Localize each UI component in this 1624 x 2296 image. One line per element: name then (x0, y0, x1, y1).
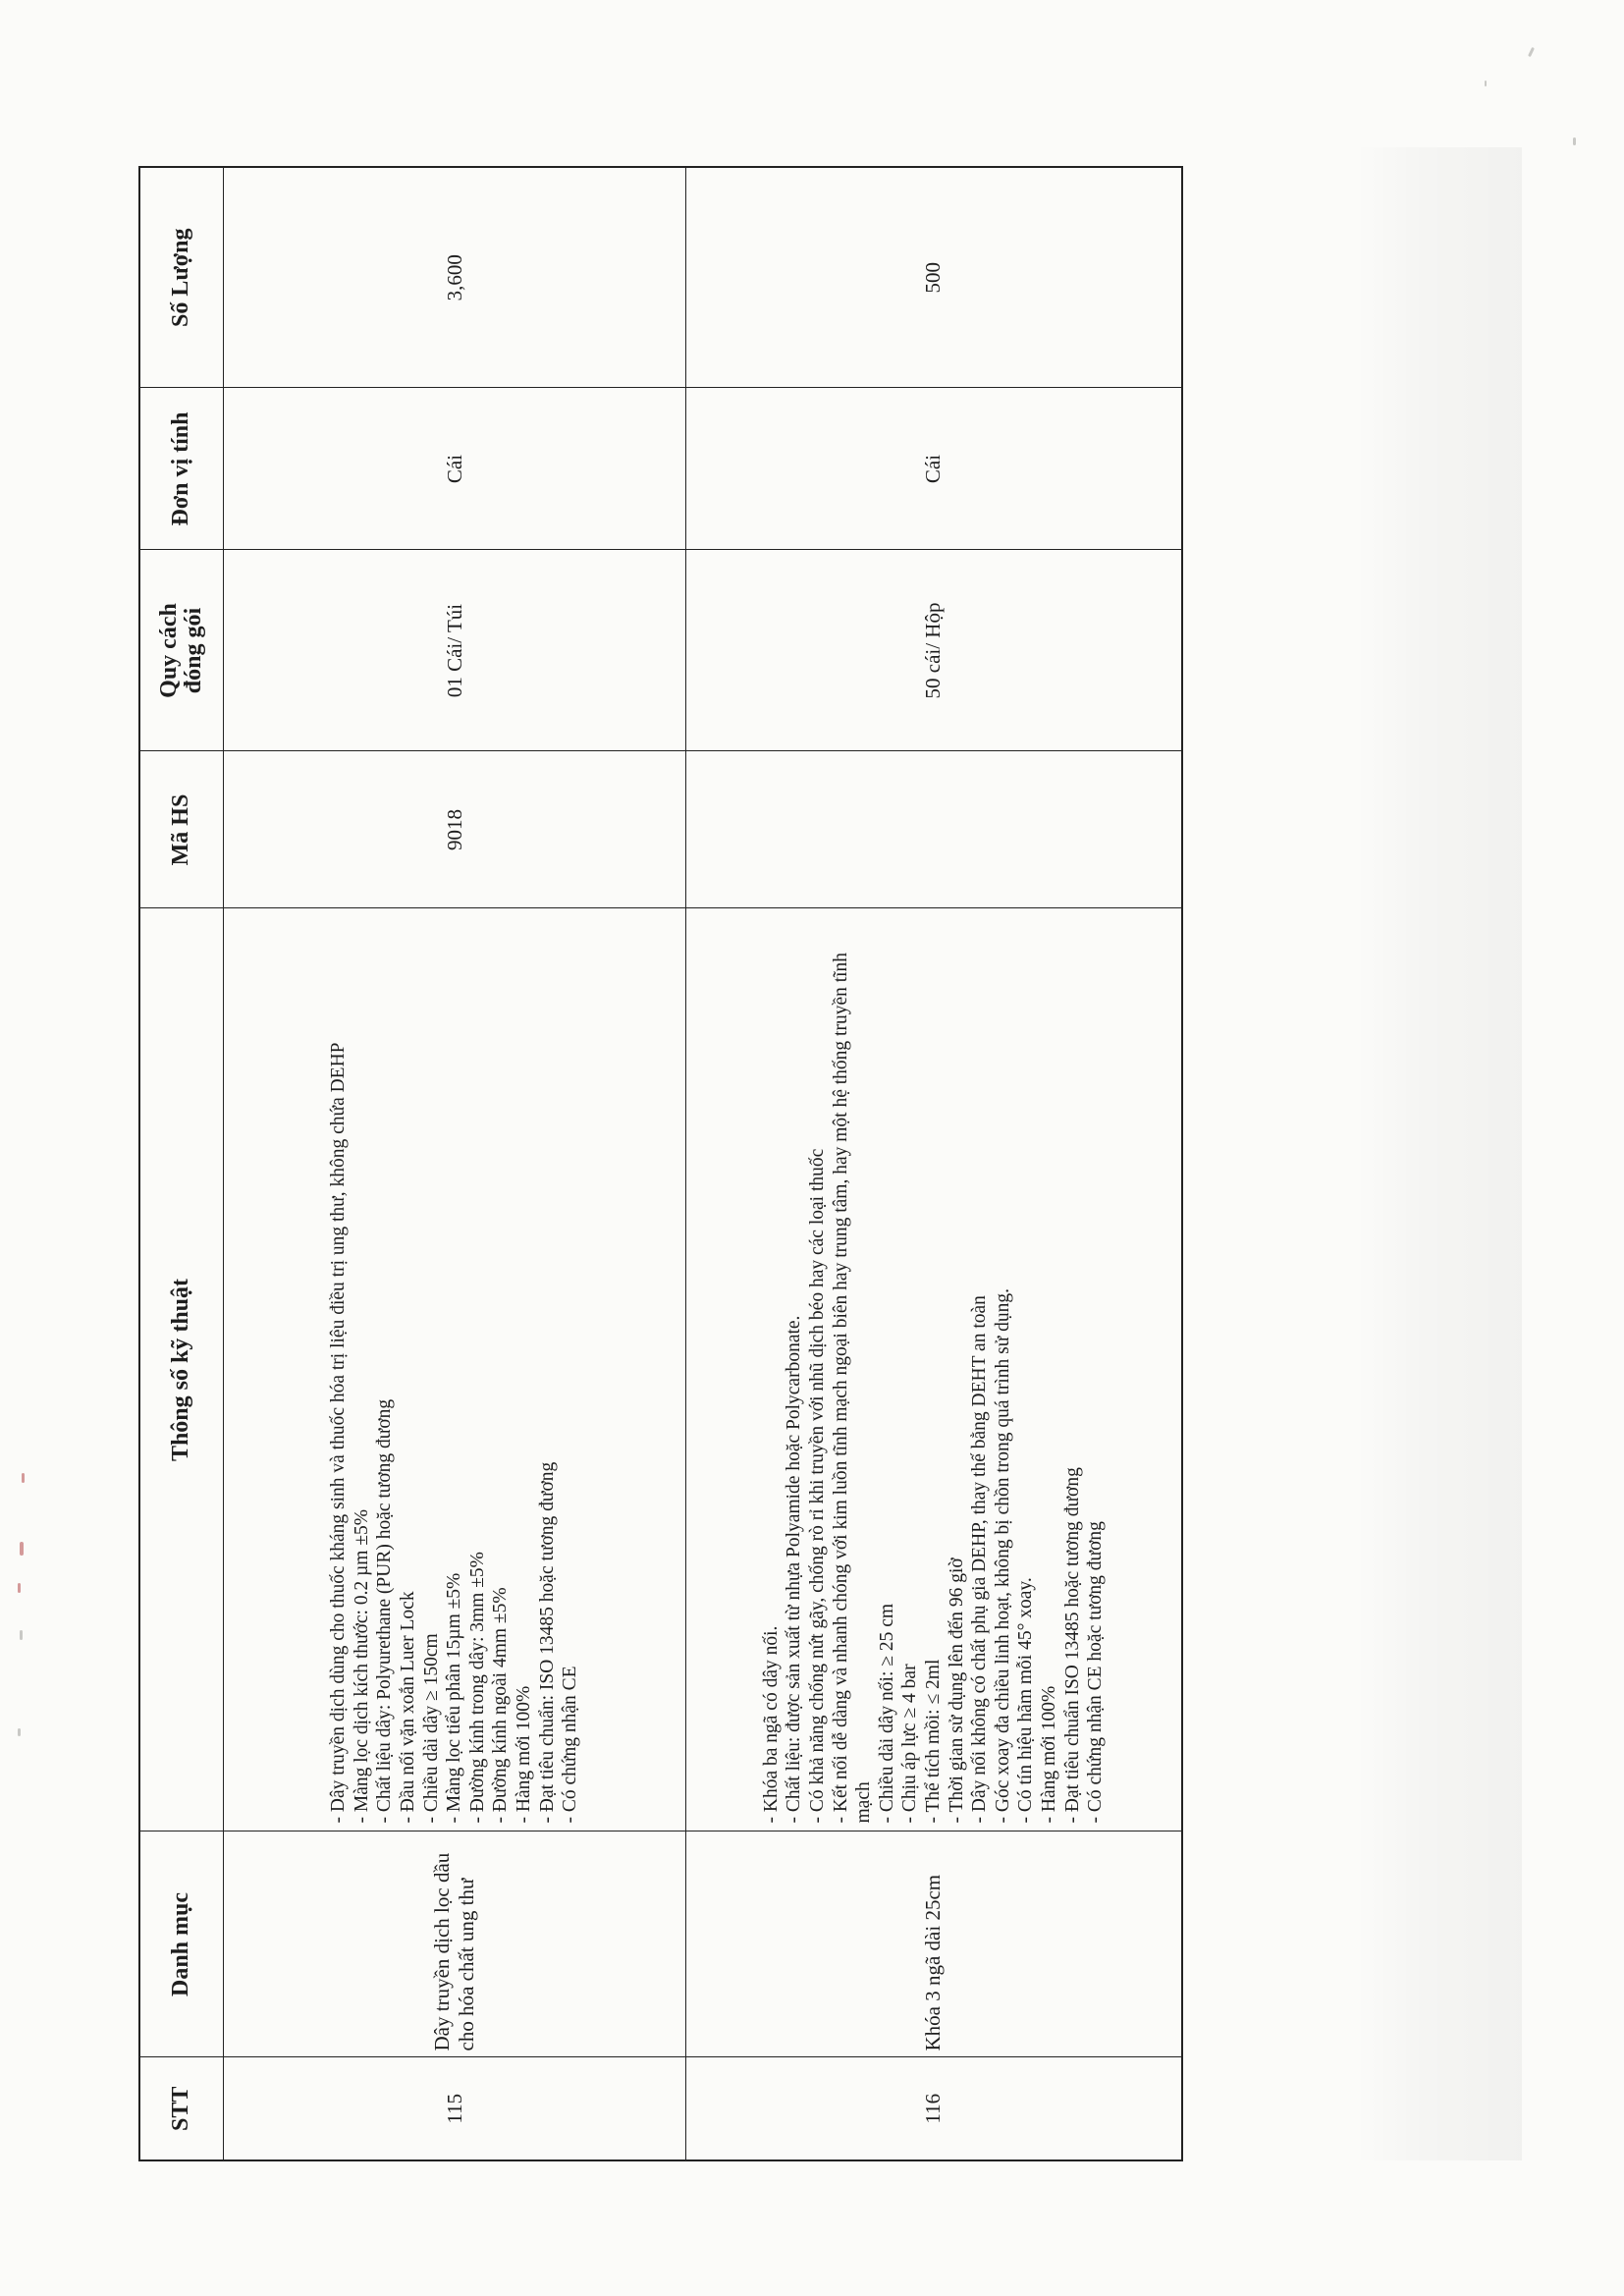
cell-quantity: 3,600 (224, 167, 686, 388)
spec-item: - Chịu áp lực ≥ 4 bar (899, 1664, 921, 1824)
spec-item: - Màng lọc tiểu phân 15µm ±5% (444, 1572, 465, 1824)
spec-item: - Đạt tiêu chuẩn ISO 13485 hoặc tương đương (1061, 1467, 1083, 1824)
category-text: Khóa 3 ngã dài 25cm (921, 1874, 946, 2051)
header-category: Danh mục (139, 1831, 224, 2057)
rotated-table-wrapper (138, 168, 1179, 2161)
spec-item: - Có chứng nhận CE (560, 1666, 581, 1824)
spec-item: - Dây truyền dịch dùng cho thuốc kháng sinh và thuốc hóa trị liệu điều trị ung thư, không chứa DEHP (328, 1042, 350, 1824)
scan-speck (22, 1473, 25, 1483)
category-text: Dây truyền dịch lọc dầu cho hóa chất ung thư (430, 1852, 478, 2051)
spec-item: - Thể tích mồi: ≤ 2ml (922, 1659, 944, 1824)
spec-item: - Thời gian sử dụng lên đến 96 giờ (946, 1558, 967, 1824)
spec-item: - Khóa ba ngã có dây nối. (760, 1625, 782, 1824)
cell-unit: Cái (224, 388, 686, 550)
spec-item: - Đường kính ngoài 4mm ±5% (490, 1587, 512, 1824)
specification-table (138, 166, 1183, 2161)
spec-item: - Hàng mới 100% (513, 1685, 534, 1824)
cell-specs (686, 908, 1182, 1831)
cell-hs-code (686, 751, 1182, 908)
header-stt: STT (139, 2057, 224, 2160)
cell-unit: Cái (686, 388, 1182, 550)
scan-shadow (1355, 147, 1522, 2160)
spec-item: - Chiều dài dây nối: ≥ 25 cm (876, 1603, 897, 1824)
scan-speck (1528, 47, 1535, 57)
spec-item: - Dây nối không có chất phụ gia DEHP, thay thế bằng DEHT an toàn (969, 1295, 991, 1824)
scan-speck (18, 1583, 21, 1593)
header-packaging-line2: đóng gói (181, 607, 206, 694)
header-hs-code: Mã HS (139, 751, 224, 908)
spec-item: - Màng lọc dịch kích thước: 0.2 µm ±5% (351, 1508, 372, 1824)
cell-specs (224, 908, 686, 1831)
cell-category (686, 1831, 1182, 2057)
scan-speck (1485, 81, 1487, 86)
header-quantity: Số Lượng (139, 167, 224, 388)
spec-item: - Đường kính trong dây: 3mm ±5% (466, 1552, 488, 1824)
spec-item: - Chất liệu: được sản xuất từ nhựa Polyamide hoặc Polycarbonate. (784, 1315, 805, 1824)
spec-item: - Đầu nối vặn xoắn Luer Lock (398, 1591, 419, 1824)
cell-hs-code: 9018 (224, 751, 686, 908)
spec-item: - Góc xoay đa chiều linh hoạt, không bị chồn trong quá trình sử dụng. (992, 1287, 1013, 1824)
spec-item: - Chiều dài dây ≥ 150cm (420, 1633, 442, 1824)
header-specs: Thông số kỹ thuật (139, 908, 224, 1831)
spec-list (760, 917, 1108, 1824)
spec-list (327, 917, 582, 1824)
scan-speck (1573, 137, 1576, 145)
spec-item: - Có khả năng chống nứt gãy, chống rò rỉ khi truyền với nhũ dịch béo hay các loại thuốc (806, 1148, 828, 1824)
cell-category (224, 1831, 686, 2057)
scan-speck (20, 1542, 24, 1556)
cell-packaging: 50 cái/ Hộp (686, 550, 1182, 751)
cell-stt: 116 (686, 2057, 1182, 2160)
spec-item: - Kết nối dễ dàng và nhanh chóng với kim luồn tĩnh mạch ngoại biên hay trung tâm, hay một hệ thống truyền tĩnh mạch (830, 952, 875, 1824)
spec-item: - Chất liệu dây: Polyurethane (PUR) hoặc tương đương (374, 1398, 396, 1824)
spec-item: - Có chứng nhận CE hoặc tương đương (1085, 1521, 1107, 1824)
header-row (139, 167, 224, 2160)
header-unit: Đơn vị tính (139, 388, 224, 550)
cell-packaging: 01 Cái/ Túi (224, 550, 686, 751)
cell-stt: 115 (224, 2057, 686, 2160)
spec-item: - Đạt tiêu chuẩn: ISO 13485 hoặc tương đương (536, 1461, 558, 1824)
scan-speck (18, 1728, 21, 1736)
table-row (224, 167, 686, 2160)
cell-quantity: 500 (686, 167, 1182, 388)
scan-speck (20, 1630, 23, 1640)
header-packaging (139, 550, 224, 751)
header-packaging-line1: Quy cách (155, 603, 182, 698)
spec-item: - Có tín hiệu hãm mỗi 45° xoay. (1015, 1577, 1037, 1824)
table-row (686, 167, 1182, 2160)
spec-item: - Hàng mới 100% (1038, 1685, 1059, 1824)
